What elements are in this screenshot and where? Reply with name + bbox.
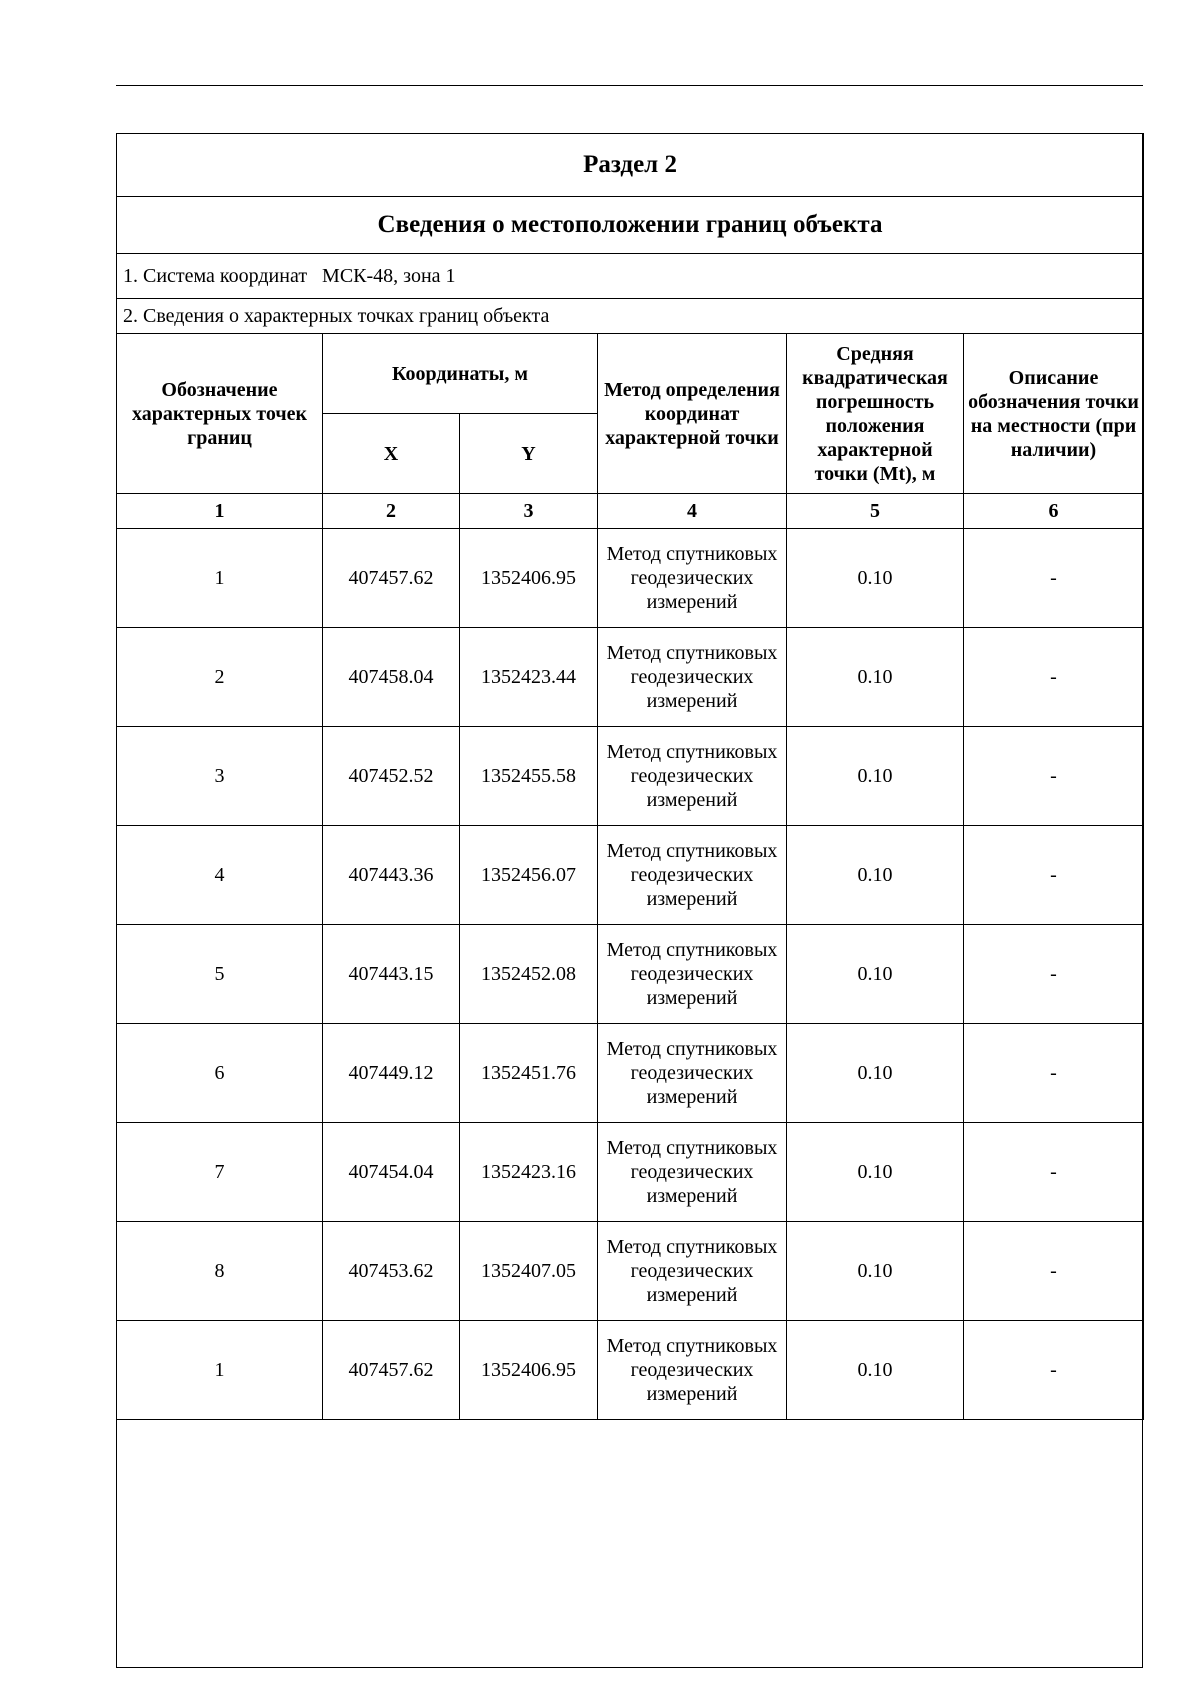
table-row (117, 1222, 1144, 1321)
method: Метод спутниковых геодезических измерений (598, 826, 787, 925)
description: - (964, 1321, 1144, 1420)
coord-y: 1352451.76 (460, 1024, 598, 1123)
mt-error: 0.10 (787, 1222, 964, 1321)
method: Метод спутниковых геодезических измерений (598, 529, 787, 628)
table-row (117, 826, 1144, 925)
column-numbers-row (117, 494, 1144, 529)
method: Метод спутниковых геодезических измерений (598, 628, 787, 727)
coord-x: 407452.52 (323, 727, 460, 826)
coord-y: 1352455.58 (460, 727, 598, 826)
method: Метод спутниковых геодезических измерений (598, 1321, 787, 1420)
header-designation: Обозначение характерных точек границ (117, 334, 323, 494)
mt-error: 0.10 (787, 1321, 964, 1420)
mt-error: 0.10 (787, 1123, 964, 1222)
mt-error: 0.10 (787, 925, 964, 1024)
table-row (117, 628, 1144, 727)
point-number: 6 (117, 1024, 323, 1123)
coord-x: 407457.62 (323, 1321, 460, 1420)
header-error: Средняя квадратическая погрешность положения характерной точки (Mt), м (787, 334, 964, 494)
coord-x: 407443.15 (323, 925, 460, 1024)
coord-y: 1352407.05 (460, 1222, 598, 1321)
point-number: 5 (117, 925, 323, 1024)
coord-x: 407454.04 (323, 1123, 460, 1222)
coord-x: 407443.36 (323, 826, 460, 925)
description: - (964, 628, 1144, 727)
table-row (117, 1024, 1144, 1123)
column-number: 6 (964, 494, 1144, 529)
table-row (117, 727, 1144, 826)
table-row (117, 925, 1144, 1024)
header-coordinates: Координаты, м (323, 334, 598, 414)
point-number: 8 (117, 1222, 323, 1321)
coord-y: 1352406.95 (460, 529, 598, 628)
method: Метод спутниковых геодезических измерений (598, 727, 787, 826)
mt-error: 0.10 (787, 529, 964, 628)
section-subtitle: Сведения о местоположении границ объекта (117, 197, 1144, 254)
header-x: X (323, 414, 460, 494)
description: - (964, 826, 1144, 925)
method: Метод спутниковых геодезических измерений (598, 1024, 787, 1123)
description: - (964, 529, 1144, 628)
top-rule (116, 85, 1143, 86)
method: Метод спутниковых геодезических измерений (598, 1123, 787, 1222)
description: - (964, 727, 1144, 826)
column-number: 3 (460, 494, 598, 529)
coordinate-system: 1. Система координат МСК-48, зона 1 (117, 254, 1144, 299)
header-description: Описание обозначения точки на местности (при наличии) (964, 334, 1144, 494)
coord-y: 1352406.95 (460, 1321, 598, 1420)
coord-x: 407453.62 (323, 1222, 460, 1321)
column-number: 4 (598, 494, 787, 529)
point-number: 1 (117, 529, 323, 628)
mt-error: 0.10 (787, 826, 964, 925)
points-heading: 2. Сведения о характерных точках границ объекта (117, 299, 1144, 334)
coord-y: 1352456.07 (460, 826, 598, 925)
description: - (964, 1222, 1144, 1321)
coord-y: 1352452.08 (460, 925, 598, 1024)
column-number: 5 (787, 494, 964, 529)
coord-y: 1352423.16 (460, 1123, 598, 1222)
method: Метод спутниковых геодезических измерений (598, 925, 787, 1024)
table-row (117, 529, 1144, 628)
boundary-table (116, 133, 1144, 1420)
column-number: 1 (117, 494, 323, 529)
mt-error: 0.10 (787, 1024, 964, 1123)
point-number: 2 (117, 628, 323, 727)
mt-error: 0.10 (787, 727, 964, 826)
point-number: 7 (117, 1123, 323, 1222)
method: Метод спутниковых геодезических измерений (598, 1222, 787, 1321)
header-y: Y (460, 414, 598, 494)
table-row (117, 1123, 1144, 1222)
description: - (964, 925, 1144, 1024)
coord-x: 407457.62 (323, 529, 460, 628)
point-number: 4 (117, 826, 323, 925)
mt-error: 0.10 (787, 628, 964, 727)
description: - (964, 1123, 1144, 1222)
column-number: 2 (323, 494, 460, 529)
coord-y: 1352423.44 (460, 628, 598, 727)
description: - (964, 1024, 1144, 1123)
table-row-closing (117, 1321, 1144, 1420)
point-number: 1 (117, 1321, 323, 1420)
header-method: Метод определения координат характерной точки (598, 334, 787, 494)
section-title: Раздел 2 (117, 134, 1144, 197)
coord-x: 407458.04 (323, 628, 460, 727)
coord-x: 407449.12 (323, 1024, 460, 1123)
point-number: 3 (117, 727, 323, 826)
